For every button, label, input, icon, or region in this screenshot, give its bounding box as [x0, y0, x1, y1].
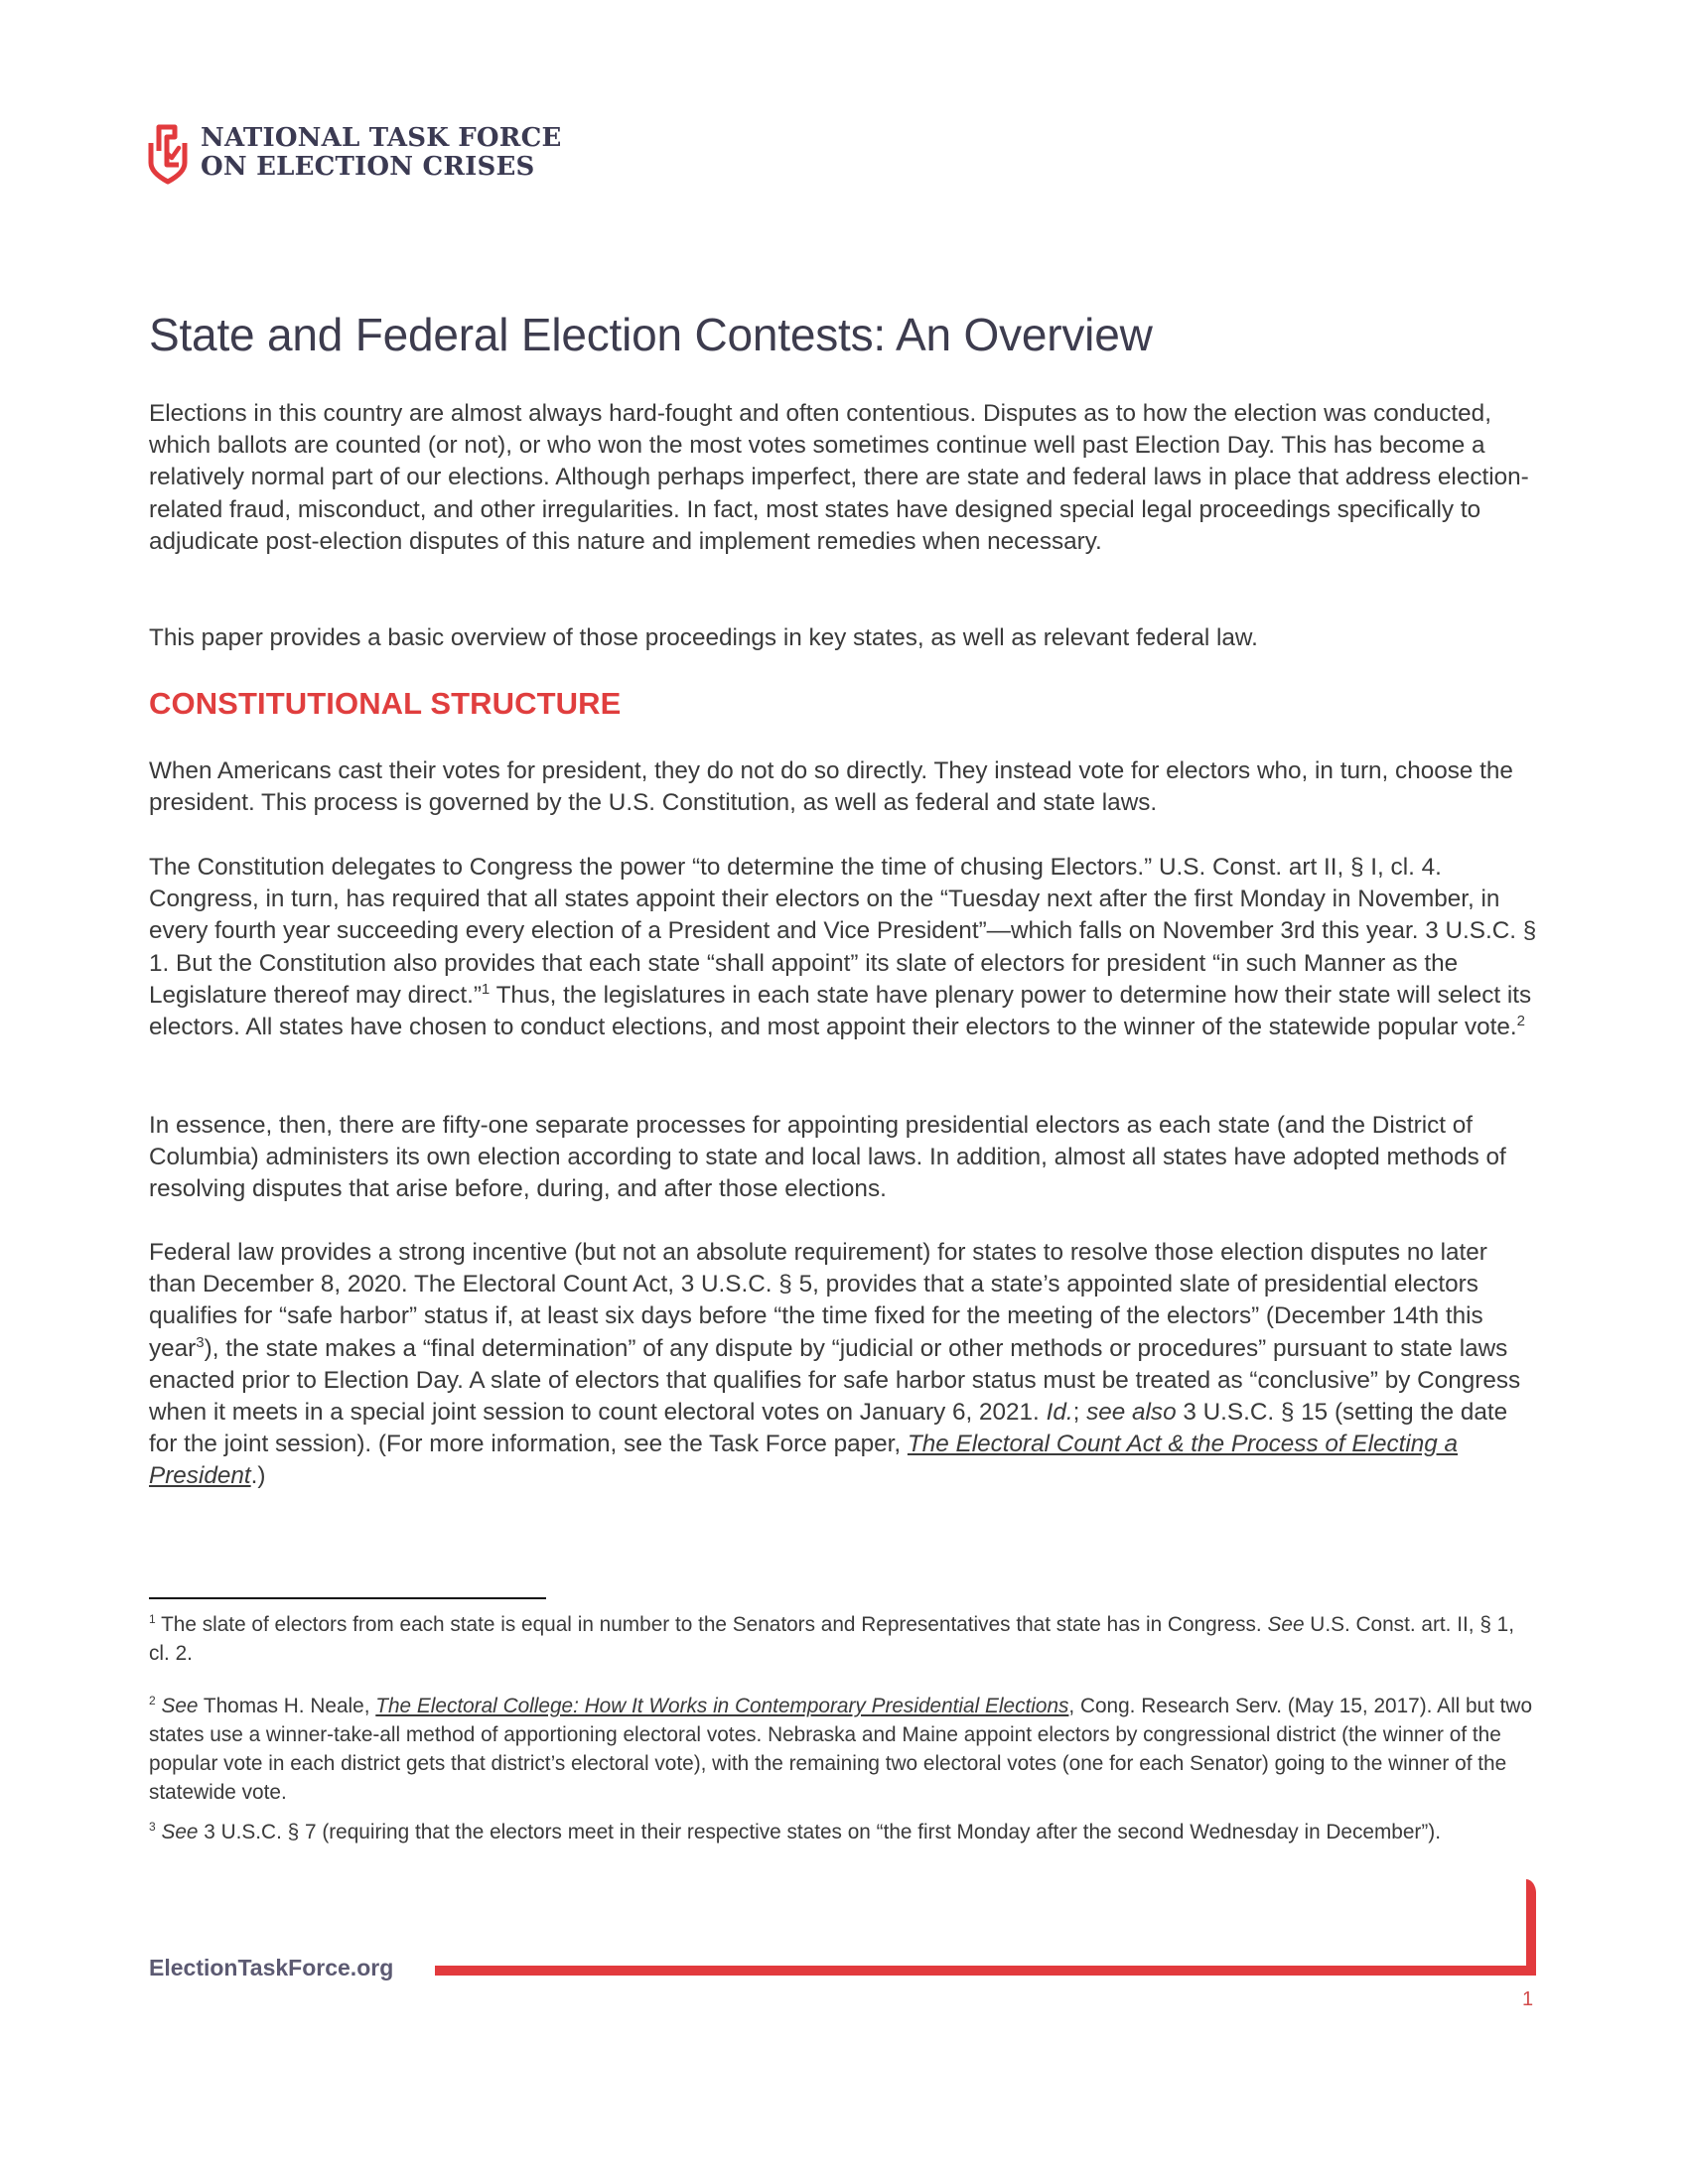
- footnote-ref-3[interactable]: 3: [196, 1333, 205, 1351]
- citation-id: Id.: [1046, 1399, 1073, 1427]
- shield-ballot-check-icon: [147, 121, 189, 185]
- footnote-text: , Cong. Research Serv. (May 15, 2017). All but two states use a winner-take-all method of apportioning electoral votes. Nebraska and Maine appoint electors by congressional district (the winner of the popular vote in each district gets that district’s electoral vote), with the remaining two electoral votes (one for each Senator) going to the winner of the statewide vote.: [149, 1695, 1533, 1804]
- footnote-1: [149, 1610, 1539, 1668]
- intro-text-2: This paper provides a basic overview of those proceedings in key states, as well as relevant federal law.: [149, 624, 1258, 651]
- citation-see-also: see also: [1086, 1399, 1177, 1427]
- footer-accent-bar: [435, 1966, 1536, 1976]
- org-logo: [147, 121, 562, 185]
- footnote-text: The slate of electors from each state is equal in number to the Senators and Representatives that state has in Congress.: [155, 1613, 1268, 1636]
- footnote-3: [149, 1818, 1539, 1846]
- section-text-3: In essence, then, there are fifty-one separate processes for appointing presidential electors as each state (and the District of Columbia) administers its own election according to state and local laws. In addition, almost all states have adopted methods of resolving disputes that arise before, during, and after those elections.: [149, 1112, 1506, 1203]
- footnote-number: 2: [149, 1694, 156, 1708]
- citation-see: See: [161, 1821, 199, 1843]
- footnote-number: 1: [149, 1612, 156, 1627]
- intro-paragraph-2: [149, 622, 1539, 654]
- footnote-text: U.S. Const. art. II, § 1, cl. 2.: [149, 1613, 1515, 1665]
- section-heading: CONSTITUTIONAL STRUCTURE: [149, 686, 622, 721]
- text-span: ;: [1072, 1399, 1087, 1427]
- text-span: The Constitution delegates to Congress the power “to determine the time of chusing Electors.” U.S. Const. art II, § I, cl. 4. Congress, in turn, has required that all states appoint their electors on the “Tuesday next after the first Monday in November, in every fourth year succeeding every election of a President and Vice President”—which falls on November 3rd this year. 3 U.S.C. § 1. But the Constitution also provides that each state “shall appoint” its slate of electors for president “in such Manner as the Legislature thereof may direct.”: [149, 854, 1537, 1009]
- footnote-number: 3: [149, 1820, 156, 1835]
- footnote-separator: [149, 1597, 546, 1599]
- footnote-ref-2[interactable]: 2: [1516, 1012, 1525, 1029]
- section-paragraph-4: [149, 1237, 1539, 1493]
- citation-see: See: [161, 1695, 199, 1717]
- citation-see: See: [1267, 1613, 1305, 1636]
- footer-accent-vertical: [1526, 1879, 1536, 1976]
- text-span: Federal law provides a strong incentive (but not an absolute requirement) for states to resolve those election disputes no later than December 8, 2020. The Electoral Count Act, 3 U.S.C. § 5, provides that a state’s appointed slate of presidential electors qualifies for “safe harbor” status if, at least six days before “the time fixed for the meeting of the electors” (December 14th this year: [149, 1239, 1487, 1362]
- footnote-ref-1[interactable]: 1: [481, 980, 491, 998]
- footnote-2: [149, 1692, 1539, 1807]
- text-span: 3 U.S.C. § 15 (setting the date for the joint session). (For more information, see the Task Force paper,: [149, 1399, 1508, 1458]
- org-name-line1: NATIONAL TASK FORCE: [201, 123, 562, 153]
- section-paragraph-2: [149, 852, 1539, 1043]
- intro-text-1: Elections in this country are almost always hard-fought and often contentious. Disputes as to how the election was conducted, which ballots are counted (or not), or who won the most votes sometimes continue well past Election Day. This has become a relatively normal part of our elections. Although perhaps imperfect, there are state and federal laws in place that address election-related fraud, misconduct, and other irregularities. In fact, most states have designed special legal proceedings specifically to adjudicate post-election disputes of this nature and implement remedies when necessary.: [149, 400, 1529, 555]
- footnote-text: 3 U.S.C. § 7 (requiring that the electors meet in their respective states on “the first Monday after the second Wednesday in December”).: [198, 1821, 1441, 1843]
- section-paragraph-1: [149, 755, 1539, 819]
- text-span: .): [250, 1462, 266, 1490]
- electoral-count-act-paper-link[interactable]: The Electoral Count Act & the Process of Electing a President: [149, 1431, 1459, 1490]
- org-name-line2: ON ELECTION CRISES: [201, 152, 535, 182]
- footnote-text: Thomas H. Neale,: [198, 1695, 376, 1717]
- section-text-1: When Americans cast their votes for president, they do not do so directly. They instead vote for electors who, in turn, choose the president. This process is governed by the U.S. Constitution, as well as federal and state laws.: [149, 757, 1513, 817]
- intro-paragraph-1: [149, 398, 1539, 558]
- text-span: ), the state makes a “final determination” of any dispute by “judicial or other methods or procedures” pursuant to state laws enacted prior to Election Day. A slate of electors that qualifies for safe harbor status must be treated as “conclusive” by Congress when it meets in a special joint session to count electoral votes on January 6, 2021.: [149, 1334, 1521, 1427]
- page-number: 1: [1522, 1988, 1534, 2010]
- text-span: Thus, the legislatures in each state have plenary power to determine how their state will select its electors. All states have chosen to conduct elections, and most appoint their electors to the winner of the statewide popular vote.: [149, 981, 1532, 1041]
- section-paragraph-3: [149, 1110, 1539, 1206]
- document-title: State and Federal Election Contests: An Overview: [149, 309, 1153, 360]
- footer-website-link[interactable]: ElectionTaskForce.org: [149, 1955, 394, 1980]
- electoral-college-crs-link[interactable]: The Electoral College: How It Works in Contemporary Presidential Elections: [375, 1695, 1069, 1717]
